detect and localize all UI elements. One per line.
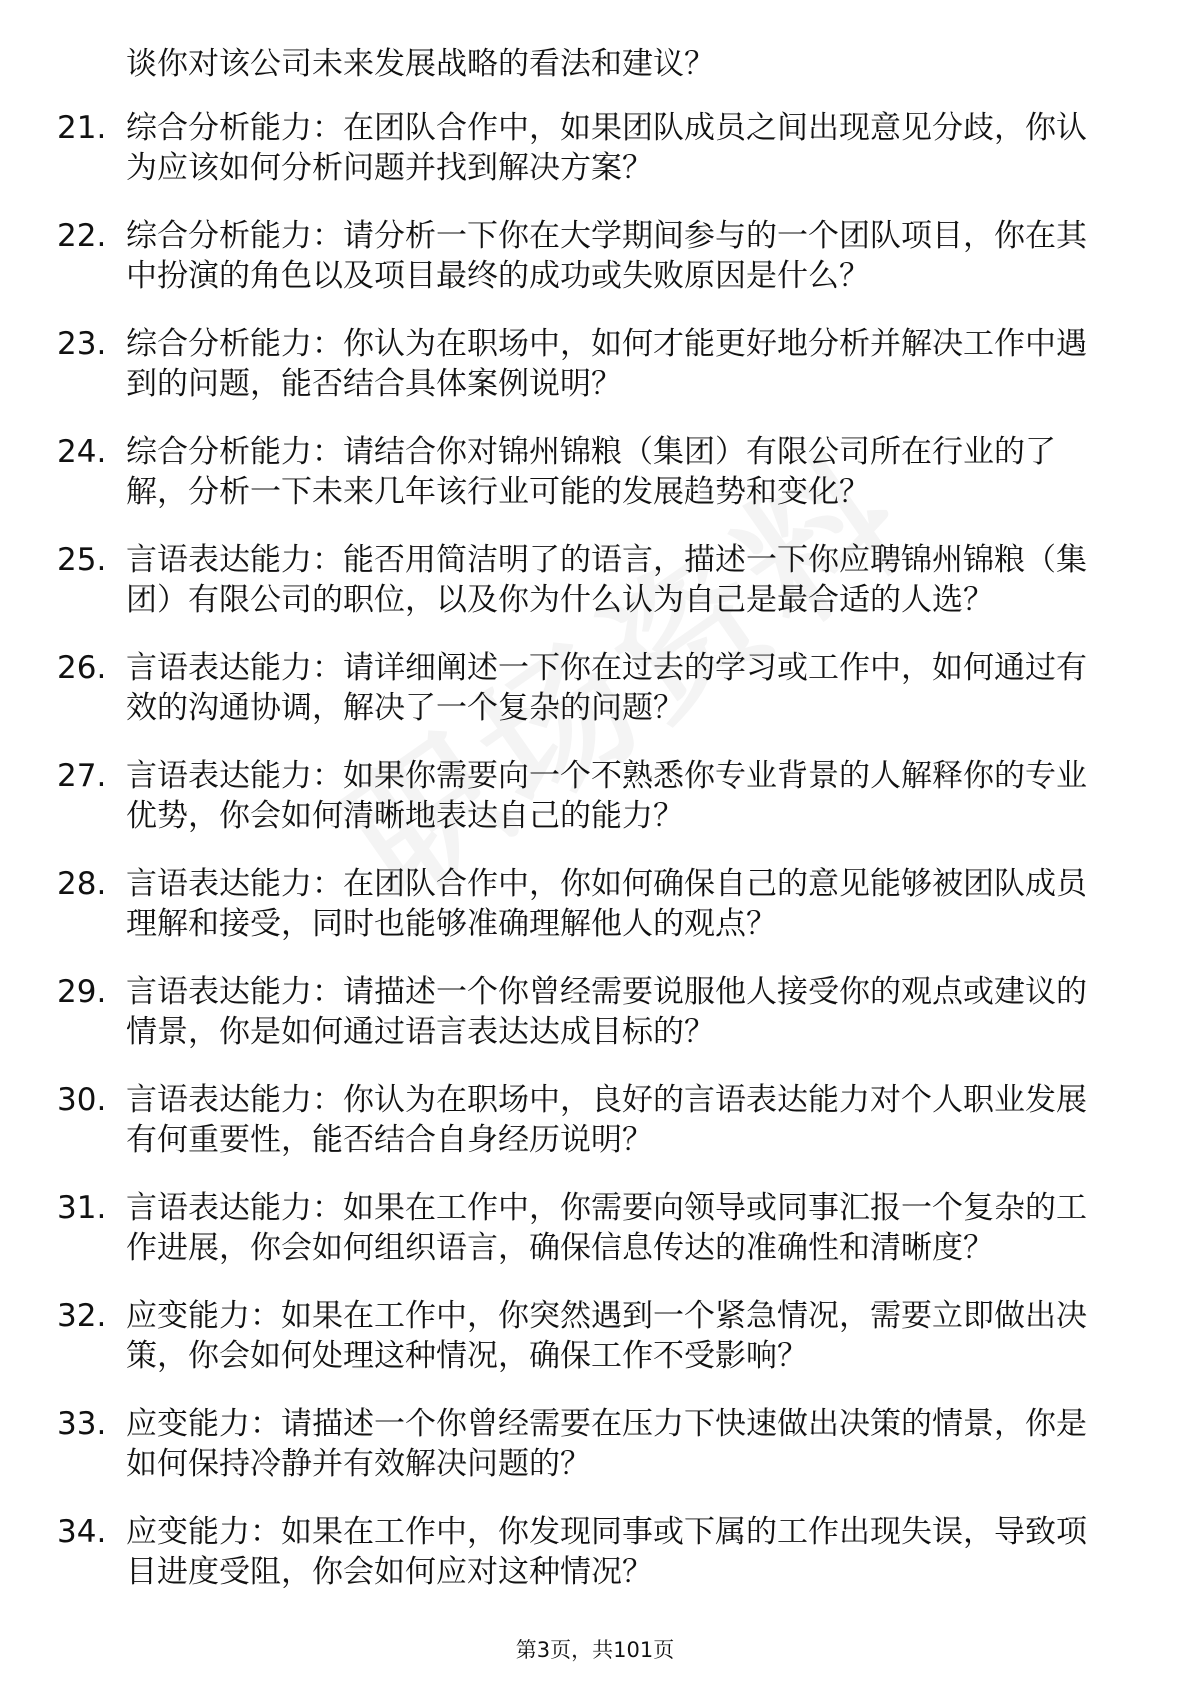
question-number: 26. [57, 650, 107, 686]
question-number: 31. [57, 1190, 107, 1226]
question-text: 综合分析能力：你认为在职场中，如何才能更好地分析并解决工作中遇到的问题，能否结合具体案例说明？ [126, 326, 1087, 402]
question-text: 言语表达能力：如果你需要向一个不熟悉你专业背景的人解释你的专业优势，你会如何清晰地表达自己的能力？ [126, 758, 1087, 834]
question-text: 言语表达能力：请描述一个你曾经需要说服他人接受你的观点或建议的情景，你是如何通过语言表达达成目标的？ [126, 974, 1087, 1050]
question-item [0, 1296, 1190, 1376]
question-text: 应变能力：请描述一个你曾经需要在压力下快速做出决策的情景，你是如何保持冷静并有效解决问题的？ [126, 1406, 1087, 1482]
question-item [0, 972, 1190, 1052]
question-number: 21. [57, 110, 107, 146]
question-list [0, 108, 1190, 1620]
question-text: 言语表达能力：请详细阐述一下你在过去的学习或工作中，如何通过有效的沟通协调，解决了一个复杂的问题？ [126, 650, 1087, 726]
question-number: 25. [57, 542, 107, 578]
question-text: 综合分析能力：在团队合作中，如果团队成员之间出现意见分歧，你认为应该如何分析问题并找到解决方案？ [126, 110, 1087, 186]
question-item [0, 864, 1190, 944]
continuation-text: 谈你对该公司未来发展战略的看法和建议？ [126, 46, 715, 82]
question-item [0, 1404, 1190, 1484]
question-item [0, 648, 1190, 728]
question-number: 23. [57, 326, 107, 362]
question-item [0, 216, 1190, 296]
question-item [0, 432, 1190, 512]
question-number: 33. [57, 1406, 107, 1442]
question-text: 综合分析能力：请分析一下你在大学期间参与的一个团队项目，你在其中扮演的角色以及项目最终的成功或失败原因是什么？ [126, 218, 1087, 294]
question-number: 24. [57, 434, 107, 470]
question-number: 22. [57, 218, 107, 254]
page-footer: 第3页，共101页 [515, 1638, 675, 1662]
question-number: 28. [57, 866, 107, 902]
question-text: 言语表达能力：你认为在职场中，良好的言语表达能力对个人职业发展有何重要性，能否结合自身经历说明？ [126, 1082, 1087, 1158]
question-text: 言语表达能力：如果在工作中，你需要向领导或同事汇报一个复杂的工作进展，你会如何组织语言，确保信息传达的准确性和清晰度？ [126, 1190, 1087, 1266]
question-number: 32. [57, 1298, 107, 1334]
question-text: 应变能力：如果在工作中，你发现同事或下属的工作出现失误，导致项目进度受阻，你会如何应对这种情况？ [126, 1514, 1087, 1590]
question-item [0, 1080, 1190, 1160]
question-item [0, 540, 1190, 620]
question-number: 27. [57, 758, 107, 794]
question-item [0, 756, 1190, 836]
question-item [0, 1512, 1190, 1592]
question-text: 言语表达能力：能否用简洁明了的语言，描述一下你应聘锦州锦粮（集团）有限公司的职位，以及你为什么认为自己是最合适的人选？ [126, 542, 1087, 618]
question-item [0, 108, 1190, 188]
question-text: 综合分析能力：请结合你对锦州锦粮（集团）有限公司所在行业的了解，分析一下未来几年该行业可能的发展趋势和变化？ [126, 434, 1056, 510]
question-text: 言语表达能力：在团队合作中，你如何确保自己的意见能够被团队成员理解和接受，同时也能够准确理解他人的观点？ [126, 866, 1087, 942]
question-number: 30. [57, 1082, 107, 1118]
question-item [0, 1188, 1190, 1268]
question-item [0, 324, 1190, 404]
question-number: 29. [57, 974, 107, 1010]
question-text: 应变能力：如果在工作中，你突然遇到一个紧急情况，需要立即做出决策，你会如何处理这种情况，确保工作不受影响？ [126, 1298, 1087, 1374]
question-number: 34. [57, 1514, 107, 1550]
